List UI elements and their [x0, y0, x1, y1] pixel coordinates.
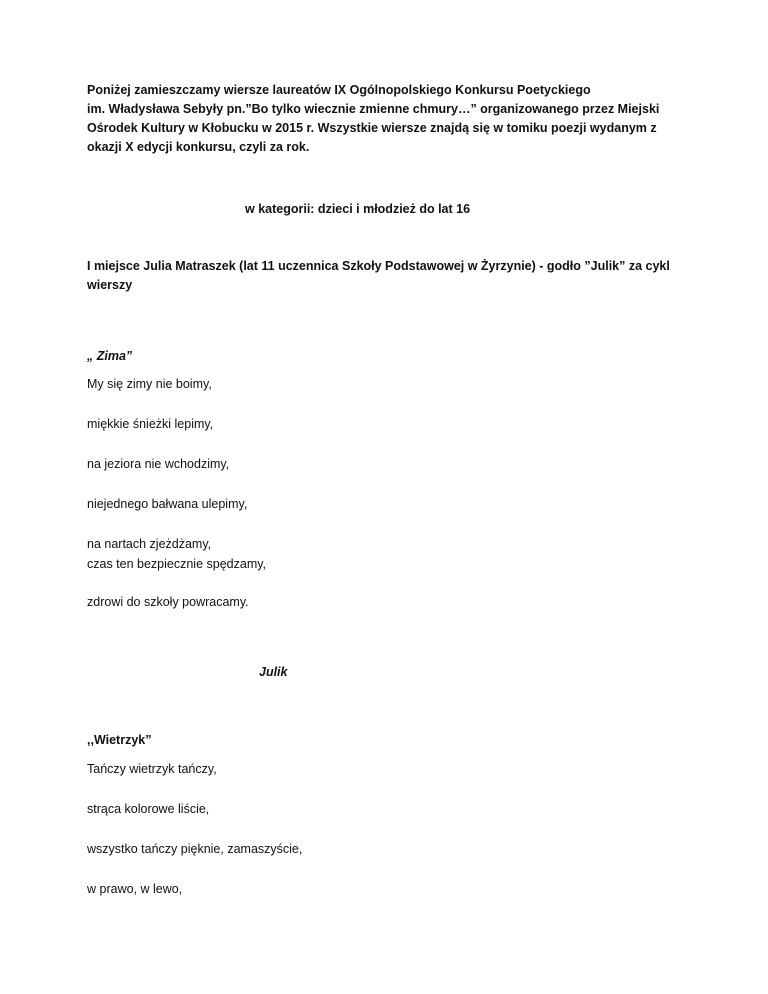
- poem-line: niejednego bałwana ulepimy,: [87, 497, 248, 511]
- prize-line: wierszy: [87, 278, 133, 292]
- category-heading: w kategorii: dzieci i młodzież do lat 16: [245, 202, 471, 216]
- intro-paragraph: [87, 81, 687, 157]
- poem-line: czas ten bezpiecznie spędzamy,: [87, 557, 267, 571]
- poem-signature: Julik: [259, 665, 288, 679]
- poem-line: miękkie śnieżki lepimy,: [87, 417, 214, 431]
- poem-line: na jeziora nie wchodzimy,: [87, 457, 230, 471]
- poem-line: wszystko tańczy pięknie, zamaszyście,: [87, 842, 303, 856]
- prize-line: I miejsce Julia Matraszek (lat 11 uczennica Szkoły Podstawowej w Żyrzynie) - godło ”Julik” za cykl: [87, 259, 670, 273]
- intro-line: Poniżej zamieszczamy wiersze laureatów IX Ogólnopolskiego Konkursu Poetyckiego: [87, 83, 591, 97]
- poem-line: w prawo, w lewo,: [87, 882, 183, 896]
- intro-line: im. Władysława Sebyły pn.”Bo tylko wiecznie zmienne chmury…” organizowanego przez Miejski: [87, 102, 660, 116]
- intro-line: okazji X edycji konkursu, czyli za rok.: [87, 140, 310, 154]
- prize-paragraph: [87, 257, 670, 295]
- poem-line: zdrowi do szkoły powracamy.: [87, 595, 249, 609]
- poem-line: na nartach zjeżdżamy,: [87, 537, 212, 551]
- poem-line: Tańczy wietrzyk tańczy,: [87, 762, 217, 776]
- poem-line: My się zimy nie boimy,: [87, 377, 212, 391]
- poem-line: strąca kolorowe liście,: [87, 802, 210, 816]
- poem-title-wietrzyk: ,,Wietrzyk”: [87, 733, 152, 747]
- intro-line: Ośrodek Kultury w Kłobucku w 2015 r. Wszystkie wiersze znajdą się w tomiku poezji wydanym z: [87, 121, 657, 135]
- poem-title-zima: „ Zima”: [87, 349, 133, 363]
